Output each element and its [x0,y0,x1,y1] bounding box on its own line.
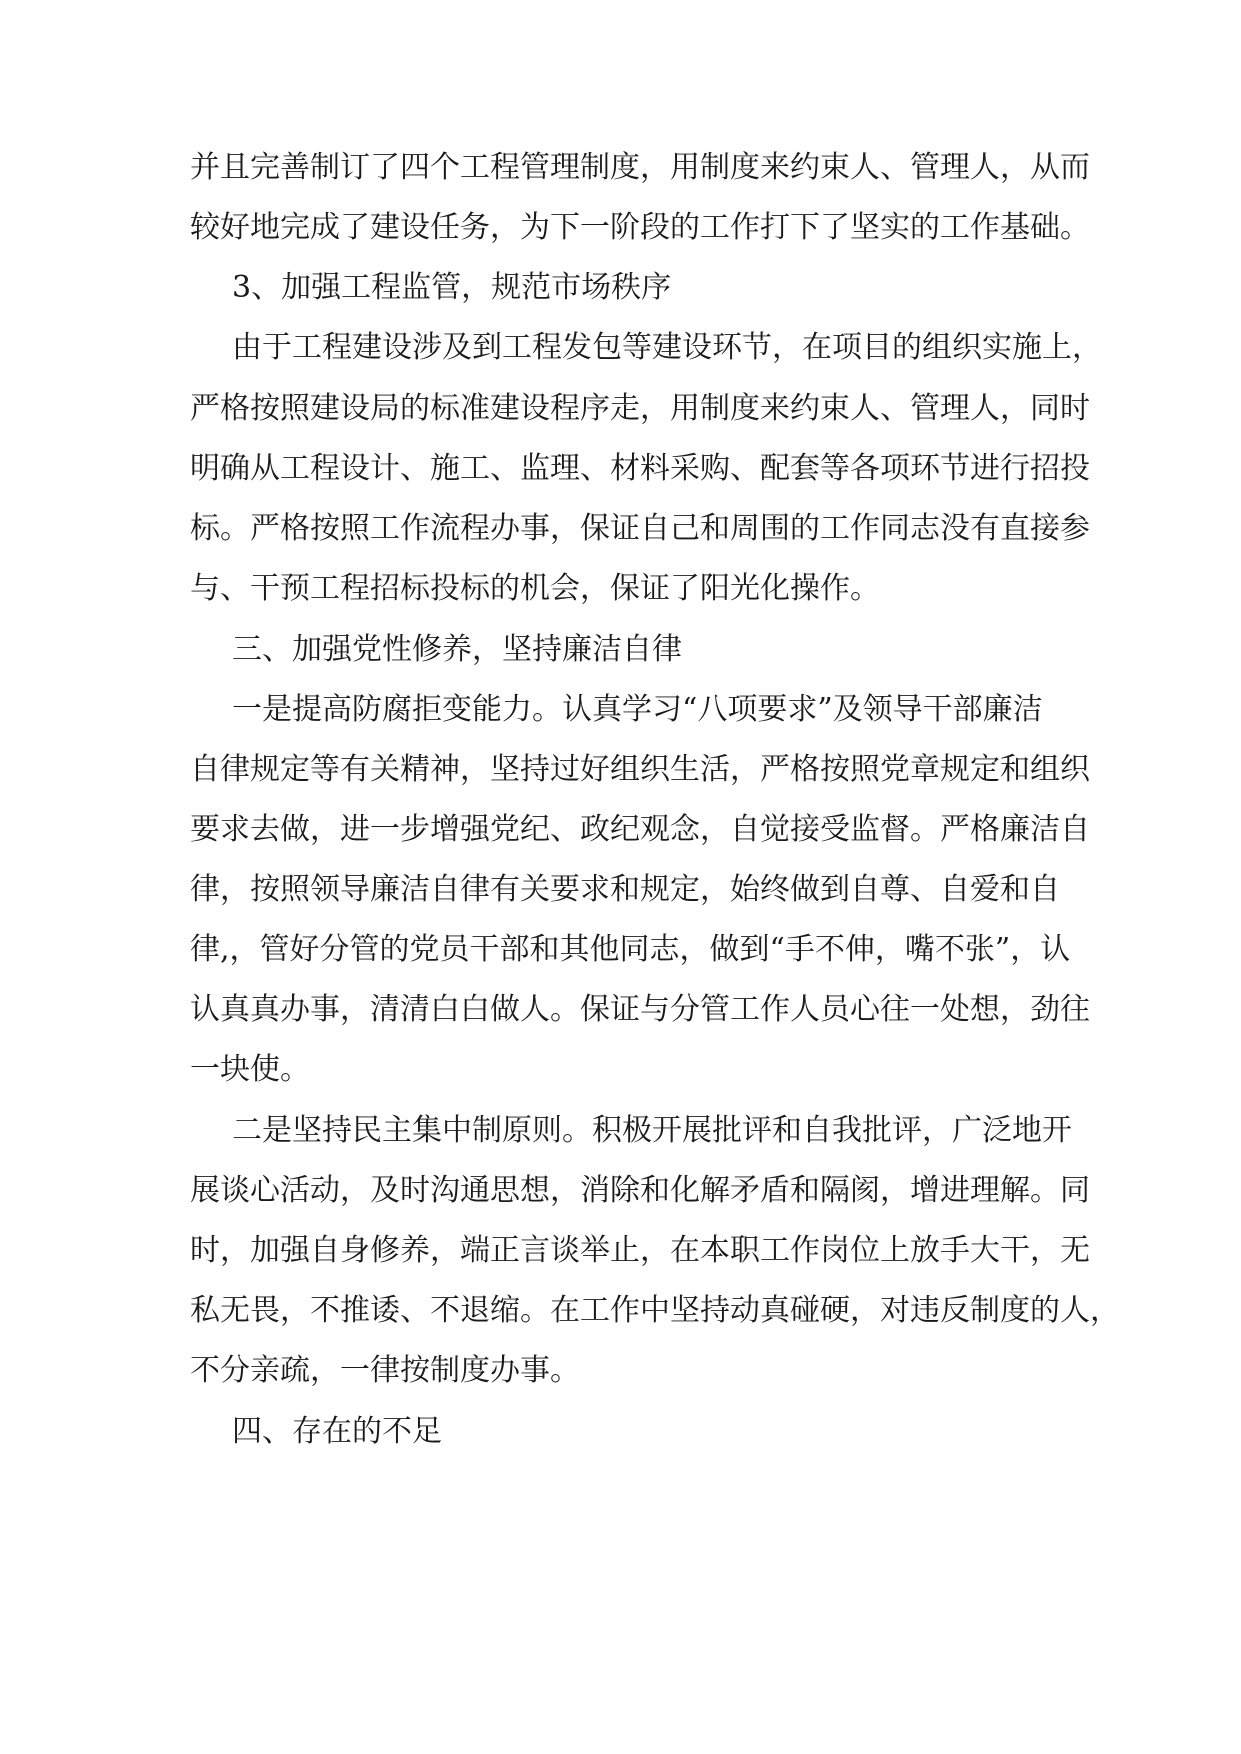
body-line: 较好地完成了建设任务，为下一阶段的工作打下了坚实的工作基础。 [190,210,1090,245]
section-heading: 三、加强党性修养，坚持廉洁自律 [232,632,682,667]
body-line: 认真真办事，清清白白做人。保证与分管工作人员心往一处想，劲往 [190,992,1090,1027]
body-line: 时，加强自身修养，端正言谈举止，在本职工作岗位上放手大干，无 [190,1233,1090,1268]
body-line: 要求去做，进一步增强党纪、政纪观念，自觉接受监督。严格廉洁自 [190,812,1090,847]
paragraph-start: 由于工程建设涉及到工程发包等建设环节，在项目的组织实施上， [232,330,1102,365]
body-line: 一块使。 [190,1052,310,1087]
section-heading: 四、存在的不足 [232,1414,442,1449]
body-line: 私无畏，不推诿、不退缩。在工作中坚持动真碰硬，对违反制度的人， [190,1293,1120,1328]
paragraph-start: 一是提高防腐拒变能力。认真学习“八项要求”及领导干部廉洁 [232,692,1043,727]
section-heading: 3、加强工程监管，规范市场秩序 [232,270,672,305]
body-line: 并且完善制订了四个工程管理制度，用制度来约束人、管理人，从而 [190,150,1090,185]
paragraph-start: 二是坚持民主集中制原则。积极开展批评和自我批评，广泛地开 [232,1113,1072,1148]
body-line: 律,，管好分管的党员干部和其他同志，做到“手不伸，嘴不张”，认 [190,932,1071,967]
body-line: 不分亲疏，一律按制度办事。 [190,1353,580,1388]
body-line: 与、干预工程招标投标的机会，保证了阳光化操作。 [190,571,880,606]
body-line: 律，按照领导廉洁自律有关要求和规定，始终做到自尊、自爱和自 [190,872,1060,907]
body-line: 标。严格按照工作流程办事，保证自己和周围的工作同志没有直接参 [190,511,1090,546]
body-line: 明确从工程设计、施工、监理、材料采购、配套等各项环节进行招投 [190,451,1090,486]
body-line: 自律规定等有关精神，坚持过好组织生活，严格按照党章规定和组织 [190,752,1090,787]
body-line: 展谈心活动，及时沟通思想，消除和化解矛盾和隔阂，增进理解。同 [190,1173,1090,1208]
body-line: 严格按照建设局的标准建设程序走，用制度来约束人、管理人，同时 [190,391,1090,426]
